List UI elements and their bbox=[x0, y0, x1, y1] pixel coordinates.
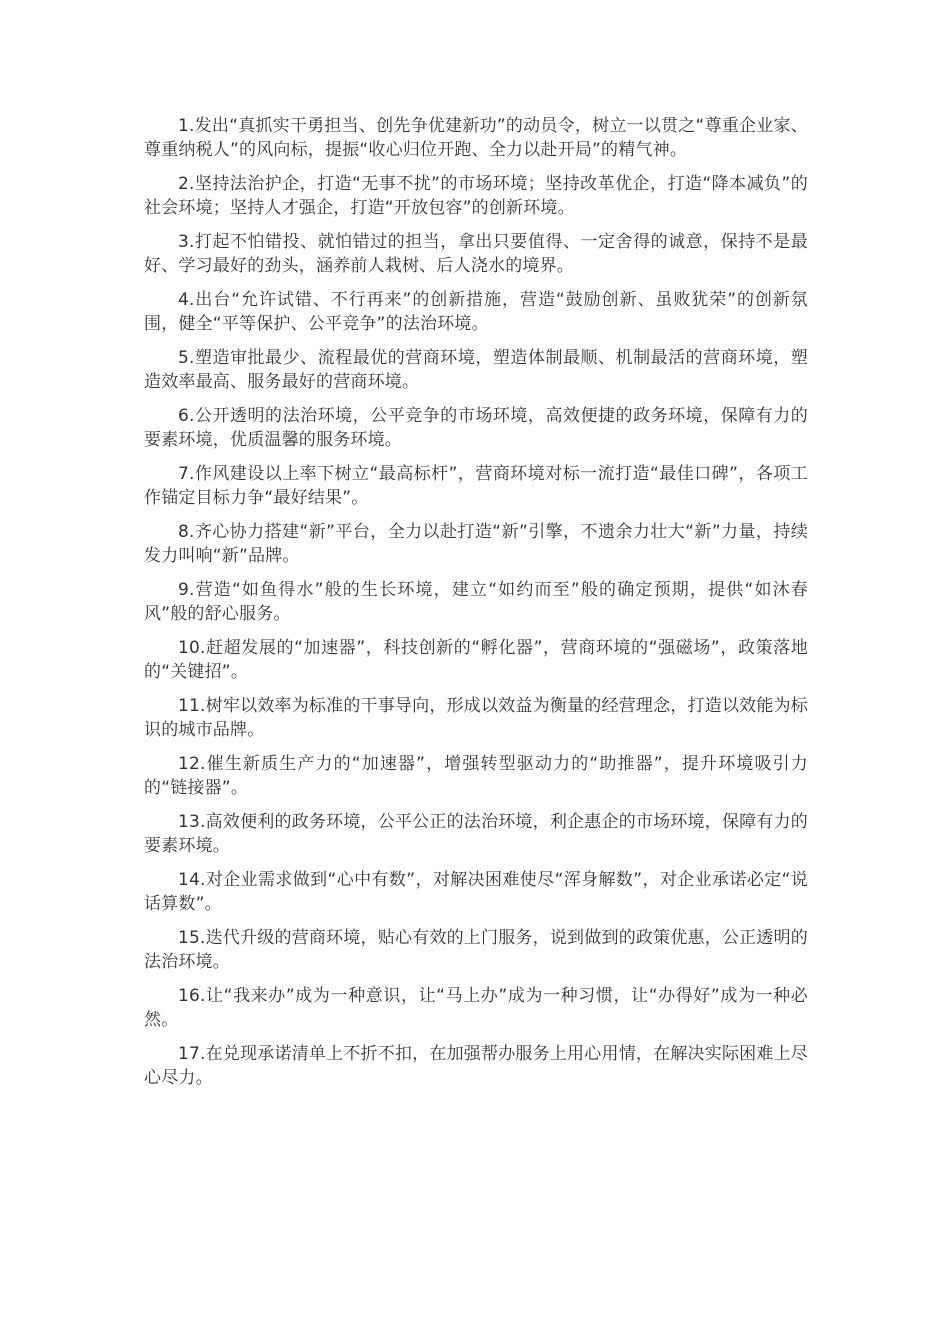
paragraph-7: 7.作风建设以上率下树立“最高标杆”，营商环境对标一流打造“最佳口碑”，各项工作锚定目标力争“最好结果”。 bbox=[144, 464, 808, 508]
paragraph-8: 8.齐心协力搭建“新”平台，全力以赴打造“新”引擎，不遗余力壮大“新”力量，持续发力叫响“新”品牌。 bbox=[144, 522, 808, 566]
paragraph-14: 14.对企业需求做到“心中有数”，对解决困难使尽“浑身解数”，对企业承诺必定“说话算数”。 bbox=[144, 870, 808, 914]
paragraph-10: 10.赶超发展的“加速器”，科技创新的“孵化器”，营商环境的“强磁场”，政策落地的“关键招”。 bbox=[144, 638, 808, 682]
paragraph-3: 3.打起不怕错投、就怕错过的担当，拿出只要值得、一定舍得的诚意，保持不是最好、学习最好的劲头，涵养前人栽树、后人浇水的境界。 bbox=[144, 232, 808, 276]
paragraph-4: 4.出台“允许试错、不行再来”的创新措施，营造“鼓励创新、虽败犹荣”的创新氛围，健全“平等保护、公平竞争”的法治环境。 bbox=[144, 290, 808, 334]
paragraph-5: 5.塑造审批最少、流程最优的营商环境，塑造体制最顺、机制最活的营商环境，塑造效率最高、服务最好的营商环境。 bbox=[144, 348, 808, 392]
paragraph-1: 1.发出“真抓实干勇担当、创先争优建新功”的动员令，树立一以贯之“尊重企业家、尊重纳税人”的风向标，提振“收心归位开跑、全力以赴开局”的精气神。 bbox=[144, 116, 808, 160]
paragraph-17: 17.在兑现承诺清单上不折不扣，在加强帮办服务上用心用情，在解决实际困难上尽心尽力。 bbox=[144, 1044, 808, 1088]
paragraph-13: 13.高效便利的政务环境，公平公正的法治环境，利企惠企的市场环境，保障有力的要素环境。 bbox=[144, 812, 808, 856]
paragraph-16: 16.让“我来办”成为一种意识，让“马上办”成为一种习惯，让“办得好”成为一种必然。 bbox=[144, 986, 808, 1030]
paragraph-6: 6.公开透明的法治环境，公平竞争的市场环境，高效便捷的政务环境，保障有力的要素环境，优质温馨的服务环境。 bbox=[144, 406, 808, 450]
paragraph-12: 12.催生新质生产力的“加速器”，增强转型驱动力的“助推器”，提升环境吸引力的“链接器”。 bbox=[144, 754, 808, 798]
paragraph-15: 15.迭代升级的营商环境，贴心有效的上门服务，说到做到的政策优惠，公正透明的法治环境。 bbox=[144, 928, 808, 972]
paragraph-2: 2.坚持法治护企，打造“无事不扰”的市场环境；坚持改革优企，打造“降本减负”的社会环境；坚持人才强企，打造“开放包容”的创新环境。 bbox=[144, 174, 808, 218]
paragraph-11: 11.树牢以效率为标准的干事导向，形成以效益为衡量的经营理念，打造以效能为标识的城市品牌。 bbox=[144, 696, 808, 740]
paragraph-9: 9.营造“如鱼得水”般的生长环境，建立“如约而至”般的确定预期，提供“如沐春风”般的舒心服务。 bbox=[144, 580, 808, 624]
document-body bbox=[144, 114, 808, 1100]
